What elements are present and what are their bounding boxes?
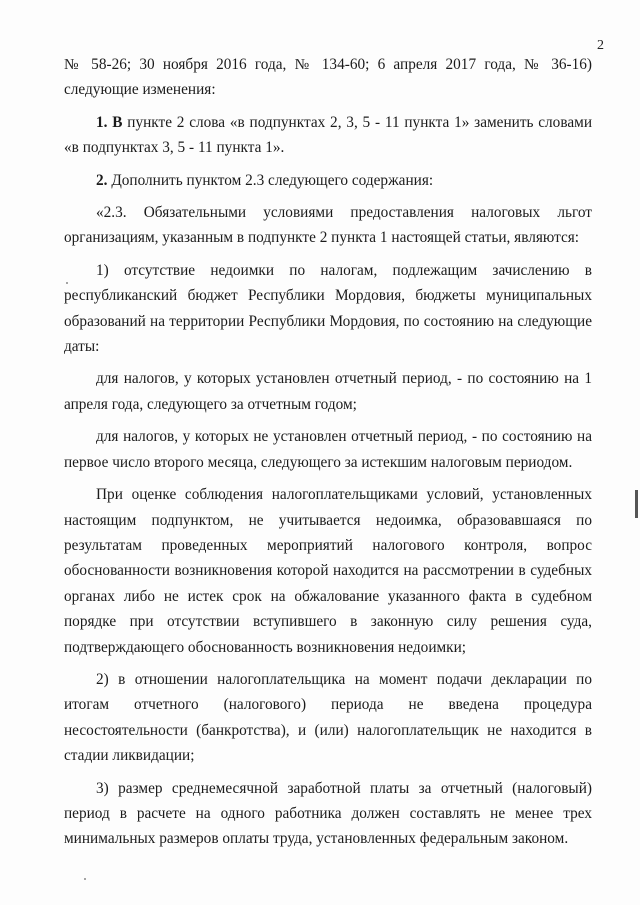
document-body (64, 52, 592, 852)
page-number: 2 (597, 38, 604, 53)
paragraph-subclause-3: 3) размер среднемесячной заработной платы за отчетный (налоговый) период в расчете на одного работника должен составлять не менее трех минимальных размеров оплаты труда, установленных федеральным законом. (64, 779, 592, 848)
paragraph-intro-continuation: № 58-26; 30 ноября 2016 года, № 134-60; 6 апреля 2017 года, № 36-16) следующие изменения: (64, 56, 592, 99)
paragraph-subclause-1: 1) отсутствие недоимки по налогам, подлежащим зачислению в республиканский бюджет Республики Мордовия, бюджеты муниципальных образований на территории Республики Мордовия, по состоянию на следующие даты: (64, 261, 592, 356)
paragraph-reporting-period: для налогов, у которых установлен отчетный период, - по состоянию на 1 апреля года, следующего за отчетным годом; (64, 370, 592, 413)
paragraph-item-2 (64, 168, 592, 193)
scan-speck (84, 878, 86, 880)
paragraph-item-2-text: Дополнить пунктом 2.3 следующего содержания: (111, 171, 434, 189)
paragraph-item-1 (64, 110, 592, 161)
paragraph-no-reporting-period: для налогов, у которых не установлен отчетный период, - по состоянию на первое число второго месяца, следующего за истекшим налоговым периодом. (64, 428, 592, 471)
item-number-2: 2. (96, 171, 108, 189)
paragraph-assessment: При оценке соблюдения налогоплательщиками условий, установленных настоящим подпунктом, не учитывается недоимка, образовавшаяся по результатам проведенных мероприятий налогового контроля, вопрос обоснованности возникновения которой находится на рассмотрении в судебных органах либо не истек срок на обжалование указанного факта в судебном порядке при отсутствии вступившего в законную силу решения суда, подтверждающего обоснованность возникновения недоимки; (64, 486, 592, 656)
scan-speck (66, 282, 68, 284)
paragraph-subclause-2: 2) в отношении налогоплательщика на момент подачи декларации по итогам отчетного (налогового) периода не введена процедура несостоятельности (банкротства), и (или) налогоплательщик не находится в стадии ликвидации; (64, 670, 592, 765)
paragraph-clause-2-3: «2.3. Обязательными условиями предоставления налоговых льгот организациям, указанным в подпункте 2 пункта 1 настоящей статьи, являются: (64, 204, 592, 247)
paragraph-item-1-text: пункте 2 слова «в подпунктах 2, 3, 5 - 11 пункта 1» заменить словами «в подпунктах 3, 5 - 11 пункта 1». (64, 113, 593, 157)
scan-edge-mark (635, 490, 638, 518)
item-number-1: 1. В (96, 113, 123, 131)
